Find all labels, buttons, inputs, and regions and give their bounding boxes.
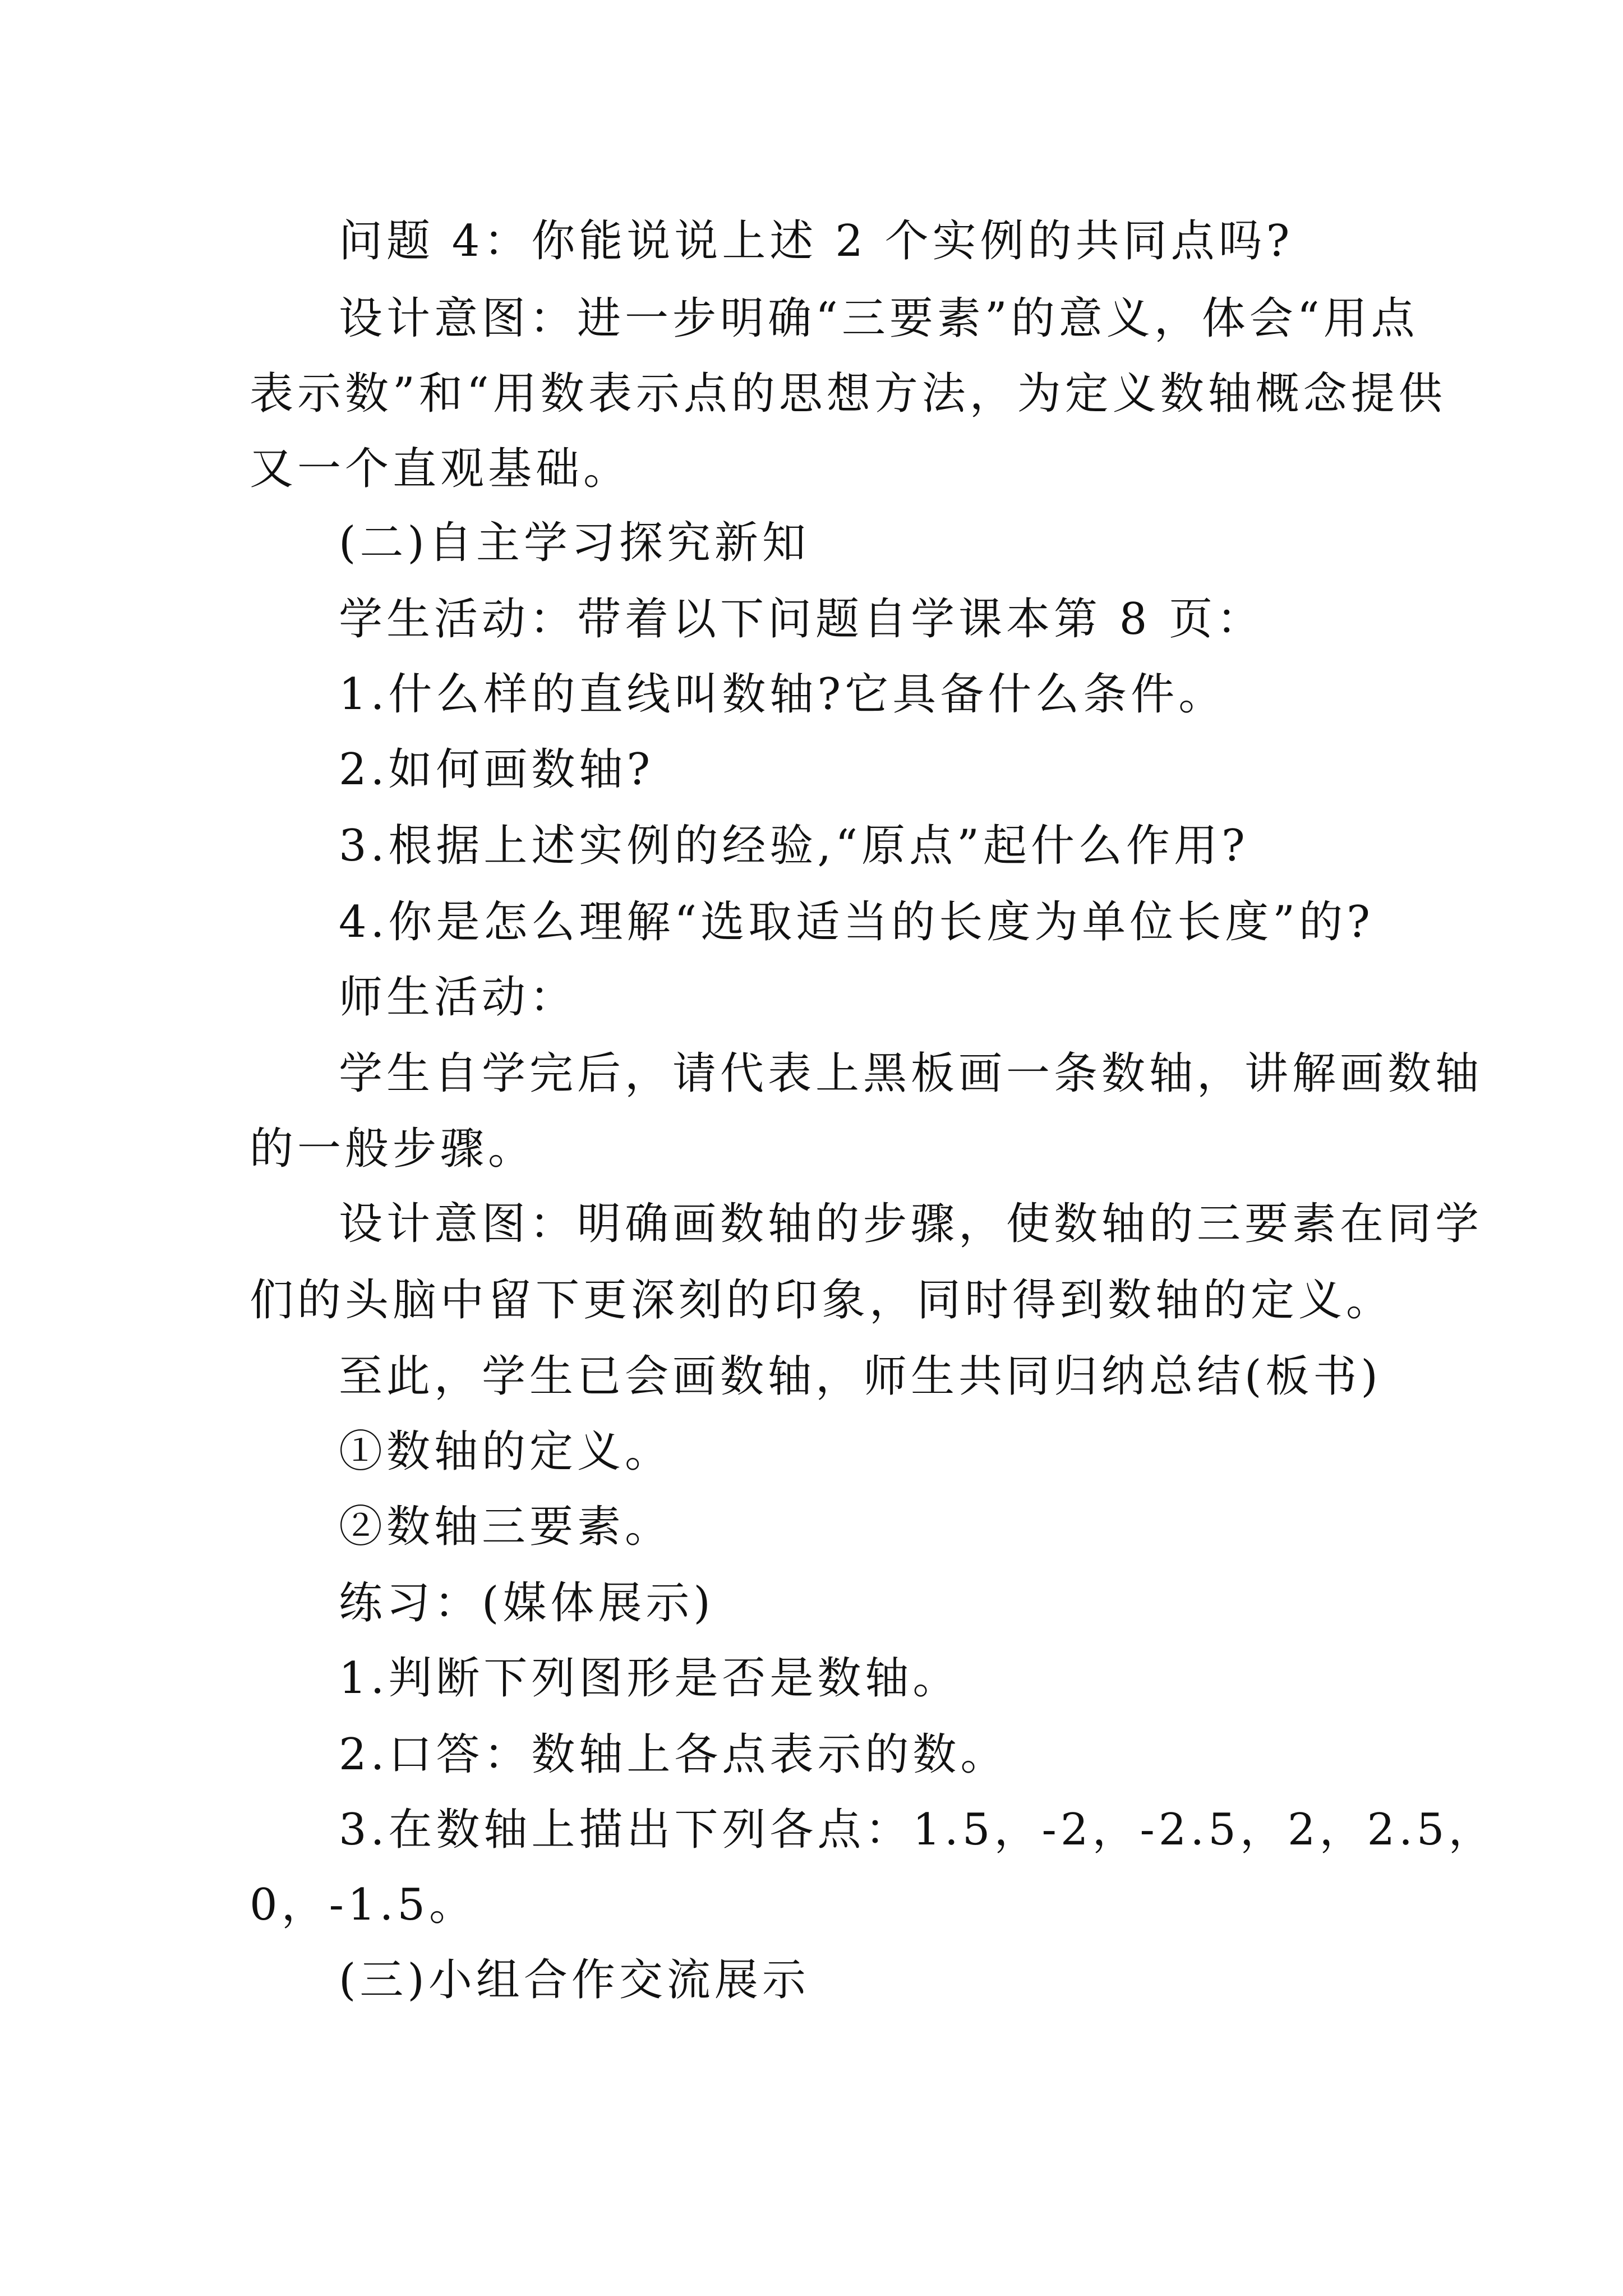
summary-item-1: ①数轴的定义。 <box>339 1427 673 1477</box>
activity-paragraph-line-2: 的一般步骤。 <box>250 1124 536 1174</box>
teacher-student-activity-label: 师生活动： <box>339 972 578 1023</box>
summary-item-2: ②数轴三要素。 <box>339 1502 673 1552</box>
design-intent-2-line-2: 们的头脑中留下更深刻的印象，同时得到数轴的定义。 <box>250 1275 1394 1326</box>
question-item-1: 1.什么样的直线叫数轴?它具备什么条件。 <box>339 669 1227 720</box>
exercise-label: 练习：(媒体展示) <box>339 1578 714 1628</box>
section-3-heading: (三)小组合作交流展示 <box>339 1955 810 2005</box>
exercise-item-1: 1.判断下列图形是否是数轴。 <box>339 1653 961 1704</box>
design-intent-line-3: 又一个直观基础。 <box>250 444 631 494</box>
exercise-item-2: 2.口答：数轴上各点表示的数。 <box>339 1729 1008 1780</box>
summary-line: 至此，学生已会画数轴，师生共同归纳总结(板书) <box>339 1351 1382 1402</box>
design-intent-line-2: 表示数”和“用数表示点的思想方法，为定义数轴概念提供 <box>250 369 1446 419</box>
exercise-item-3-line-2: 0，-1.5。 <box>250 1880 477 1930</box>
question-item-4: 4.你是怎么理解“选取适当的长度为单位长度”的? <box>339 897 1374 947</box>
question-item-2: 2.如何画数轴? <box>339 744 654 795</box>
question-item-3: 3.根据上述实例的经验,“原点”起什么作用? <box>339 821 1249 871</box>
design-intent-line-1: 设计意图：进一步明确“三要素”的意义，体会“用点 <box>339 293 1419 344</box>
design-intent-2-line-1: 设计意图：明确画数轴的步骤，使数轴的三要素在同学 <box>339 1199 1483 1249</box>
question-4-line: 问题 4：你能说说上述 2 个实例的共同点吗? <box>339 216 1294 266</box>
activity-paragraph-line-1: 学生自学完后，请代表上黑板画一条数轴，讲解画数轴 <box>339 1048 1483 1099</box>
exercise-item-3-line-1: 3.在数轴上描出下列各点：1.5，-2，-2.5，2，2.5， <box>339 1805 1496 1855</box>
section-2-heading: (二)自主学习探究新知 <box>339 518 810 568</box>
student-activity-line: 学生活动：带着以下问题自学课本第 8 页： <box>339 594 1265 645</box>
